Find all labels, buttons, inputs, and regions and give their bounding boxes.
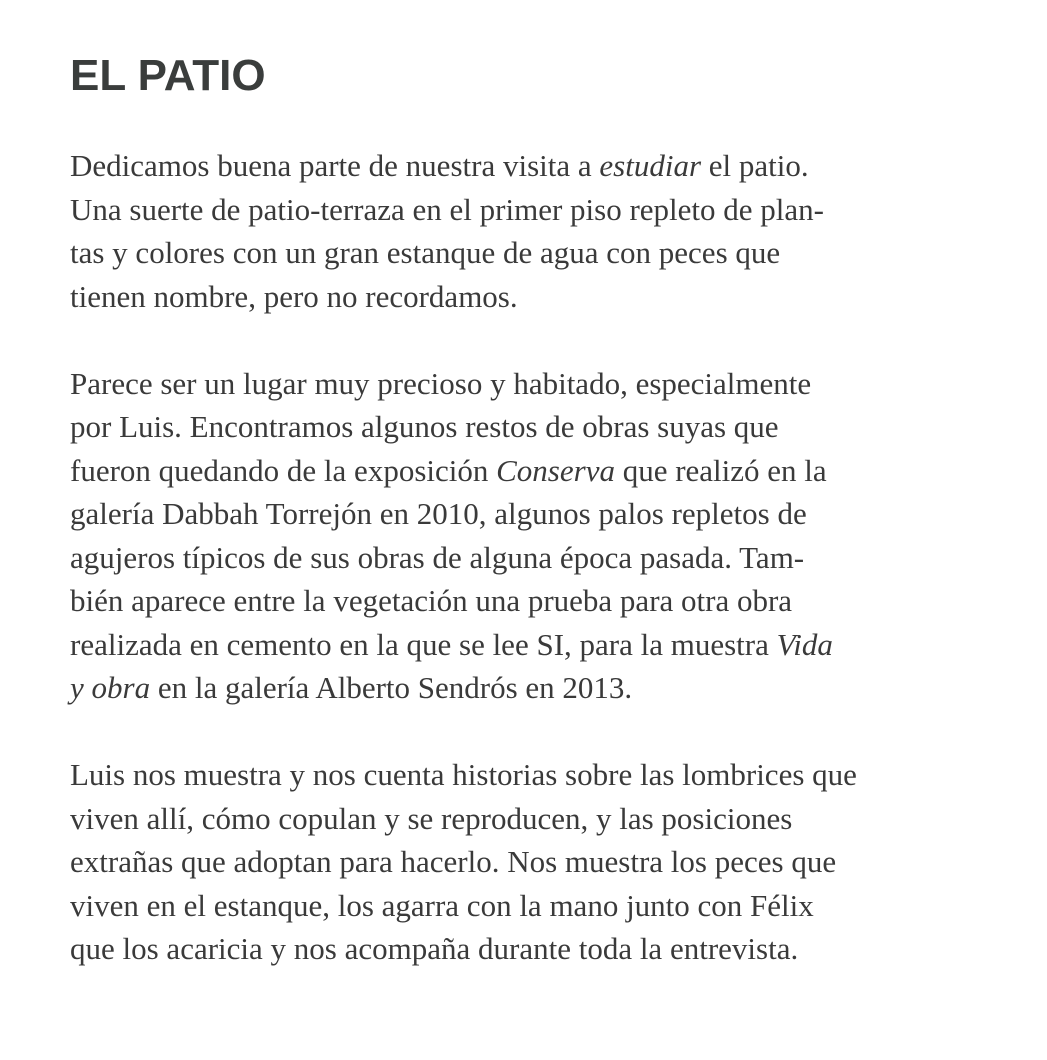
text-line: tas y colores con un gran estanque de agua con peces que xyxy=(70,235,781,270)
text-line: viven en el estanque, los agarra con la mano junto con Félix xyxy=(70,887,814,923)
text-line: Una suerte de patio-terraza en el primer piso repleto de plan- xyxy=(70,191,824,227)
text-line: extrañas que adoptan para hacerlo. Nos muestra los peces que xyxy=(70,844,837,879)
emphasis-text: estudiar xyxy=(599,148,702,183)
text-line: que los acaricia y nos acompaña durante toda la entrevista. xyxy=(70,931,799,966)
text-line: bién aparece entre la vegetación una prueba para otra obra xyxy=(70,583,793,618)
paragraph-3 xyxy=(70,753,1010,971)
document-page xyxy=(70,50,1010,1014)
emphasis-text: y obra xyxy=(70,670,151,705)
text-line: tienen nombre, pero no recordamos. xyxy=(70,278,518,314)
page-title: EL PATIO xyxy=(70,51,266,100)
text-line: viven allí, cómo copulan y se reproducen, y las posiciones xyxy=(70,800,793,836)
text-line: agujeros típicos de sus obras de alguna época pasada. Tam- xyxy=(70,539,805,575)
emphasis-text: Vida xyxy=(776,626,833,662)
text-line: realizada en cemento en la que se lee SI, para la muestra Vida xyxy=(70,626,833,662)
paragraph-1 xyxy=(70,144,1010,318)
text-line: Parece ser un lugar muy precioso y habitado, especialmente xyxy=(70,365,812,401)
text-line: galería Dabbah Torrejón en 2010, algunos palos repletos de xyxy=(70,496,807,531)
text-line: Dedicamos buena parte de nuestra visita a estudiar el patio. xyxy=(70,148,809,183)
text-line: fueron quedando de la exposición Conserva que realizó en la xyxy=(70,452,827,488)
text-line: Luis nos muestra y nos cuenta historias sobre las lombrices que xyxy=(70,757,857,792)
paragraph-2 xyxy=(70,362,1010,710)
emphasis-text: Conserva xyxy=(496,452,615,488)
text-line: por Luis. Encontramos algunos restos de obras suyas que xyxy=(70,409,779,444)
text-line: y obra en la galería Alberto Sendrós en 2013. xyxy=(70,670,633,705)
